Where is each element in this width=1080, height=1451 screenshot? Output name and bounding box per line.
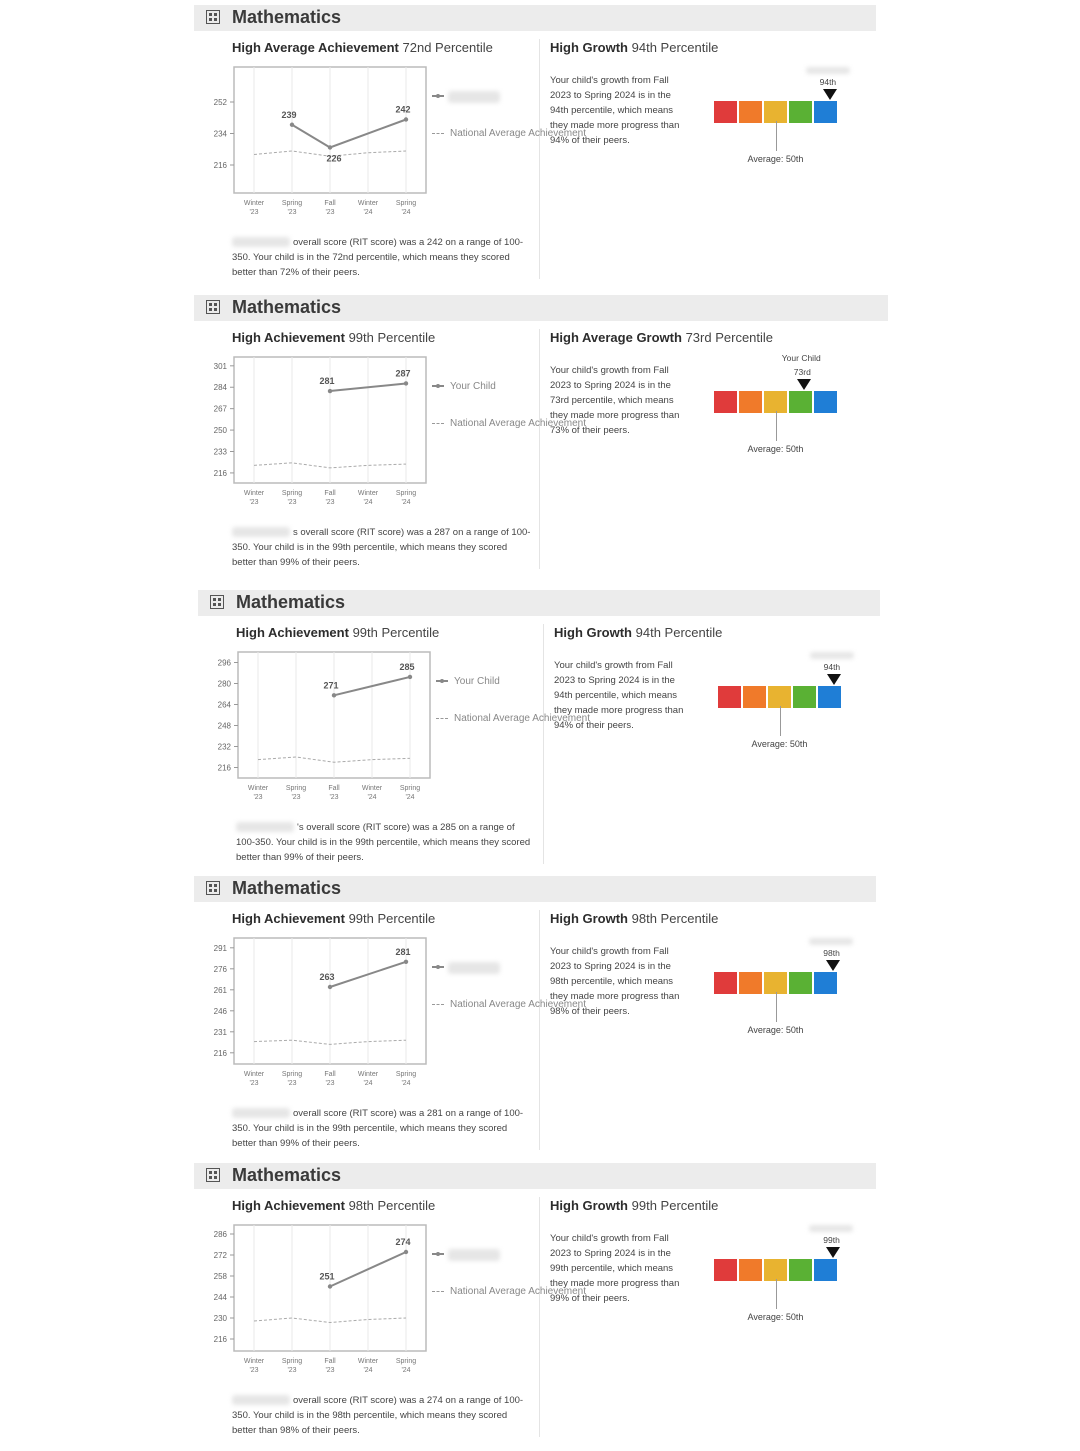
x-tick-label: '24 — [363, 209, 373, 216]
growth-scale-segment — [714, 972, 737, 994]
x-tick-label: Winter — [243, 1358, 265, 1365]
redacted-name — [232, 237, 290, 247]
y-tick-label: 216 — [213, 161, 227, 170]
redacted-legend — [448, 1249, 500, 1261]
data-label: 271 — [323, 680, 339, 691]
data-label: 242 — [395, 104, 411, 115]
achievement-summary — [232, 525, 532, 570]
y-tick-label: 232 — [217, 742, 231, 752]
percentile-marker — [797, 379, 811, 390]
data-point — [328, 1284, 332, 1288]
x-tick-label: '23 — [249, 209, 259, 216]
data-label: 239 — [281, 109, 297, 120]
percentile-marker-label: 94th — [823, 662, 841, 672]
y-tick-label: 301 — [213, 361, 227, 371]
growth-scale-bar — [714, 972, 837, 994]
achievement-percentile: 72nd Percentile — [402, 40, 493, 55]
subject-header — [194, 876, 876, 902]
data-point — [404, 1250, 408, 1254]
growth-title — [550, 911, 718, 926]
data-label: 285 — [399, 661, 415, 672]
achievement-level: High Achievement — [236, 625, 349, 640]
column-divider — [543, 624, 544, 864]
achievement-chart — [202, 347, 442, 517]
average-marker-line — [780, 706, 781, 736]
percentile-marker-label: 98th — [823, 948, 840, 958]
growth-scale-segment — [743, 686, 766, 708]
growth-scale-segment — [739, 101, 762, 123]
percentile-marker — [826, 1247, 840, 1258]
x-tick-label: Winter — [243, 1071, 265, 1078]
y-tick-label: 244 — [213, 1293, 227, 1302]
legend-dashed-swatch — [436, 718, 448, 719]
growth-scale-bar — [714, 1259, 837, 1281]
legend-your-child-label: Your Child — [454, 676, 500, 687]
x-tick-label: '23 — [249, 499, 259, 506]
growth-description: Your child's growth from Fall 2023 to Spring 2024 is in the 94th percentile, which means they made more progress than 94% of their peers. — [550, 75, 680, 146]
x-tick-label: '24 — [401, 1367, 411, 1374]
growth-level: High Growth — [554, 625, 632, 640]
data-point — [332, 693, 336, 697]
growth-scale-segment — [814, 391, 837, 413]
x-tick-label: '23 — [291, 794, 301, 801]
x-tick-label: Winter — [357, 1358, 379, 1365]
growth-scale-segment — [768, 686, 791, 708]
achievement-chart — [206, 642, 446, 812]
y-tick-label: 284 — [213, 383, 227, 393]
average-marker-line — [776, 992, 777, 1022]
x-tick-label: Winter — [243, 200, 265, 207]
calculator-icon — [206, 300, 220, 314]
legend-national-label: National Average Achievement — [450, 418, 587, 429]
growth-description: Your child's growth from Fall 2023 to Spring 2024 is in the 94th percentile, which means they made more progress than 94% of their peers. — [554, 660, 684, 731]
legend-national-label: National Average Achievement — [454, 713, 591, 724]
legend-national-label: National Average Achievement — [450, 999, 587, 1010]
achievement-title — [232, 40, 493, 55]
redacted-label — [809, 1225, 853, 1232]
legend-dashed-swatch — [432, 133, 444, 134]
growth-description: Your child's growth from Fall 2023 to Spring 2024 is in the 99th percentile, which means they made more progress than 99% of their peers. — [550, 1233, 680, 1304]
growth-description: Your child's growth from Fall 2023 to Spring 2024 is in the 73rd percentile, which means they made more progress than 73% of their peers. — [550, 365, 680, 436]
x-tick-label: '23 — [325, 1367, 335, 1374]
redacted-name — [232, 1395, 290, 1405]
data-label: 274 — [395, 1237, 411, 1247]
x-tick-label: '23 — [287, 1080, 297, 1087]
x-tick-label: '24 — [363, 499, 373, 506]
x-tick-label: Spring — [281, 1358, 303, 1365]
growth-scale-bar — [714, 391, 837, 413]
redacted-legend — [448, 91, 500, 103]
data-label: 251 — [319, 1271, 335, 1282]
average-label: Average: 50th — [747, 154, 804, 164]
growth-percentile: 98th Percentile — [631, 911, 719, 926]
x-tick-label: Spring — [281, 490, 303, 497]
x-tick-label: Spring — [285, 785, 307, 792]
y-tick-label: 230 — [213, 1314, 227, 1323]
data-label: 287 — [395, 368, 411, 379]
x-tick-label: Spring — [281, 1071, 303, 1078]
data-label: 263 — [319, 972, 335, 982]
achievement-title — [232, 911, 435, 926]
x-tick-label: Winter — [243, 490, 265, 497]
growth-level: High Growth — [550, 1198, 628, 1213]
growth-scale-segment — [814, 1259, 837, 1281]
average-label: Average: 50th — [747, 1025, 804, 1035]
growth-scale-segment — [714, 1259, 737, 1281]
growth-scale-segment — [814, 972, 837, 994]
growth-scale-segment — [739, 1259, 762, 1281]
y-tick-label: 234 — [213, 129, 227, 139]
x-tick-label: '23 — [325, 499, 335, 506]
x-tick-label: Spring — [395, 1071, 417, 1078]
legend-line-swatch — [432, 385, 444, 387]
x-tick-label: Winter — [357, 490, 379, 497]
growth-title — [550, 40, 718, 55]
percentile-marker — [823, 89, 837, 100]
growth-title — [550, 330, 773, 345]
growth-scale-segment — [764, 972, 787, 994]
achievement-summary — [232, 235, 532, 280]
y-tick-label: 216 — [217, 763, 231, 773]
x-tick-label: '24 — [401, 499, 411, 506]
subject-header — [198, 590, 880, 616]
average-label: Average: 50th — [747, 444, 804, 454]
y-tick-label: 233 — [213, 447, 227, 457]
y-tick-label: 216 — [213, 1335, 227, 1344]
summary-text: 's overall score (RIT score) was a 285 on a range of 100-350. Your child is in the 99th percentile, which means they scored better than 99% of their peers. — [236, 822, 531, 863]
x-tick-label: Fall — [324, 200, 336, 207]
legend-dashed-swatch — [432, 423, 444, 424]
achievement-title — [232, 1198, 435, 1213]
growth-scale-segment — [814, 101, 837, 123]
achievement-title — [232, 330, 435, 345]
redacted-label — [809, 938, 853, 945]
y-tick-label: 267 — [213, 404, 227, 414]
x-tick-label: '23 — [253, 794, 263, 801]
subject-title: Mathematics — [232, 1165, 342, 1185]
subject-header — [194, 1163, 876, 1189]
data-label: 281 — [395, 946, 411, 957]
legend-line-swatch — [432, 966, 444, 968]
x-tick-label: '23 — [325, 1080, 335, 1087]
y-tick-label: 231 — [213, 1027, 227, 1037]
achievement-summary — [232, 1393, 532, 1438]
average-marker-line — [776, 121, 777, 151]
report-card — [198, 590, 898, 878]
data-point — [328, 985, 332, 989]
report-card — [194, 876, 894, 1164]
growth-title — [550, 1198, 718, 1213]
average-label: Average: 50th — [751, 739, 808, 749]
achievement-chart — [202, 1215, 442, 1385]
percentile-marker-label: 99th — [823, 1235, 840, 1245]
column-divider — [539, 39, 540, 279]
subject-title: Mathematics — [236, 592, 346, 612]
x-tick-label: '23 — [249, 1367, 259, 1374]
y-tick-label: 248 — [217, 721, 231, 731]
achievement-percentile: 99th Percentile — [348, 330, 436, 345]
redacted-name — [232, 527, 290, 537]
achievement-percentile: 98th Percentile — [348, 1198, 436, 1213]
legend-line-swatch — [432, 1253, 444, 1255]
growth-scale-segment — [718, 686, 741, 708]
calculator-icon — [206, 881, 220, 895]
legend-dashed-swatch — [432, 1291, 444, 1292]
x-tick-label: Fall — [324, 1071, 336, 1078]
growth-percentile: 94th Percentile — [635, 625, 723, 640]
x-tick-label: '24 — [401, 209, 411, 216]
growth-scale-segment — [789, 391, 812, 413]
subject-title: Mathematics — [232, 7, 342, 27]
x-tick-label: Winter — [247, 785, 269, 792]
y-tick-label: 286 — [213, 1230, 227, 1239]
redacted-legend — [448, 962, 500, 974]
x-tick-label: Spring — [395, 200, 417, 207]
legend-dashed-swatch — [432, 1004, 444, 1005]
x-tick-label: Winter — [361, 785, 383, 792]
percentile-marker-label: 73rd — [793, 367, 811, 377]
summary-text: overall score (RIT score) was a 274 on a range of 100-350. Your child is in the 98th percentile, which means they scored better than 98% of their peers. — [232, 1395, 524, 1436]
y-tick-label: 280 — [217, 679, 231, 689]
growth-scale-segment — [789, 972, 812, 994]
growth-percentile: 73rd Percentile — [685, 330, 774, 345]
data-point — [404, 117, 408, 121]
x-tick-label: '23 — [287, 499, 297, 506]
achievement-chart — [202, 57, 442, 227]
data-point — [328, 145, 332, 149]
x-tick-label: Fall — [324, 490, 336, 497]
legend-your-child — [432, 381, 496, 392]
achievement-level: High Achievement — [232, 911, 345, 926]
y-tick-label: 258 — [213, 1272, 227, 1281]
legend-your-child — [436, 676, 500, 687]
x-tick-label: Winter — [357, 1071, 379, 1078]
redacted-label — [810, 652, 854, 659]
y-tick-label: 246 — [213, 1006, 227, 1016]
y-tick-label: 216 — [213, 1048, 227, 1058]
percentile-marker-label: 94th — [819, 77, 837, 87]
growth-title — [554, 625, 722, 640]
column-divider — [539, 910, 540, 1150]
average-marker-line — [776, 411, 777, 441]
summary-text: s overall score (RIT score) was a 287 on a range of 100-350. Your child is in the 99th percentile, which means they scored better than 99% of their peers. — [232, 527, 531, 568]
growth-scale-bar — [714, 101, 837, 123]
growth-scale-segment — [818, 686, 841, 708]
y-tick-label: 264 — [217, 700, 231, 710]
achievement-chart — [202, 928, 442, 1098]
calculator-icon — [210, 595, 224, 609]
report-card — [194, 295, 894, 583]
growth-level: High Growth — [550, 40, 628, 55]
column-divider — [539, 1197, 540, 1437]
growth-percentile: 99th Percentile — [631, 1198, 719, 1213]
data-point — [290, 123, 294, 127]
redacted-name — [232, 1108, 290, 1118]
data-label: 281 — [319, 376, 335, 387]
x-tick-label: Winter — [357, 200, 379, 207]
subject-title: Mathematics — [232, 297, 342, 317]
x-tick-label: Spring — [399, 785, 421, 792]
legend-your-child-label: Your Child — [450, 381, 496, 392]
achievement-percentile: 99th Percentile — [352, 625, 440, 640]
achievement-summary — [236, 820, 536, 865]
x-tick-label: Spring — [395, 1358, 417, 1365]
average-marker-line — [776, 1279, 777, 1309]
achievement-summary — [232, 1106, 532, 1151]
data-point — [404, 960, 408, 964]
growth-scale-segment — [764, 101, 787, 123]
data-label: 226 — [326, 153, 342, 164]
growth-scale-segment — [714, 101, 737, 123]
legend-national-label: National Average Achievement — [450, 1286, 587, 1297]
x-tick-label: '23 — [249, 1080, 259, 1087]
percentile-marker — [826, 960, 840, 971]
achievement-title — [236, 625, 439, 640]
x-tick-label: Fall — [324, 1358, 336, 1365]
y-tick-label: 252 — [213, 98, 227, 107]
growth-scale-segment — [793, 686, 816, 708]
percentile-marker — [827, 674, 841, 685]
growth-scale-segment — [739, 391, 762, 413]
growth-scale-segment — [739, 972, 762, 994]
achievement-level: High Achievement — [232, 1198, 345, 1213]
subject-header — [194, 5, 876, 31]
report-card — [194, 1163, 894, 1451]
summary-text: overall score (RIT score) was a 281 on a range of 100-350. Your child is in the 99th percentile, which means they scored better than 99% of their peers. — [232, 1108, 524, 1149]
legend-national-label: National Average Achievement — [450, 128, 587, 139]
data-point — [408, 675, 412, 679]
growth-level: High Growth — [550, 911, 628, 926]
x-tick-label: Fall — [328, 785, 340, 792]
growth-scale-segment — [789, 1259, 812, 1281]
x-tick-label: '24 — [363, 1367, 373, 1374]
summary-text: overall score (RIT score) was a 242 on a range of 100-350. Your child is in the 72nd percentile, which means they scored better than 72% of their peers. — [232, 237, 524, 278]
x-tick-label: Spring — [395, 490, 417, 497]
achievement-level: High Average Achievement — [232, 40, 399, 55]
growth-scale-segment — [714, 391, 737, 413]
growth-scale-segment — [764, 391, 787, 413]
y-tick-label: 291 — [213, 943, 227, 953]
y-tick-label: 250 — [213, 426, 227, 436]
x-tick-label: '24 — [363, 1080, 373, 1087]
x-tick-label: '24 — [367, 794, 377, 801]
calculator-icon — [206, 10, 220, 24]
growth-level: High Average Growth — [550, 330, 682, 345]
growth-scale-segment — [764, 1259, 787, 1281]
growth-scale-bar — [718, 686, 841, 708]
x-tick-label: '24 — [401, 1080, 411, 1087]
achievement-level: High Achievement — [232, 330, 345, 345]
column-divider — [539, 329, 540, 569]
redacted-name — [236, 822, 294, 832]
your-child-marker-label: Your Child — [781, 353, 821, 363]
x-tick-label: '23 — [329, 794, 339, 801]
average-label: Average: 50th — [747, 1312, 804, 1322]
data-point — [404, 381, 408, 385]
y-tick-label: 272 — [213, 1251, 227, 1260]
y-tick-label: 261 — [213, 985, 227, 995]
growth-scale-segment — [789, 101, 812, 123]
x-tick-label: '23 — [287, 1367, 297, 1374]
achievement-percentile: 99th Percentile — [348, 911, 436, 926]
growth-percentile: 94th Percentile — [631, 40, 719, 55]
y-tick-label: 296 — [217, 658, 231, 668]
data-point — [328, 389, 332, 393]
legend-line-swatch — [436, 680, 448, 682]
legend-line-swatch — [432, 95, 444, 97]
redacted-label — [806, 67, 850, 74]
x-tick-label: '23 — [325, 209, 335, 216]
y-tick-label: 276 — [213, 964, 227, 974]
x-tick-label: '24 — [405, 794, 415, 801]
growth-description: Your child's growth from Fall 2023 to Spring 2024 is in the 98th percentile, which means they made more progress than 98% of their peers. — [550, 946, 680, 1017]
calculator-icon — [206, 1168, 220, 1182]
y-tick-label: 216 — [213, 468, 227, 478]
report-card — [194, 5, 894, 293]
subject-header — [194, 295, 888, 321]
x-tick-label: Spring — [281, 200, 303, 207]
x-tick-label: '23 — [287, 209, 297, 216]
subject-title: Mathematics — [232, 878, 342, 898]
